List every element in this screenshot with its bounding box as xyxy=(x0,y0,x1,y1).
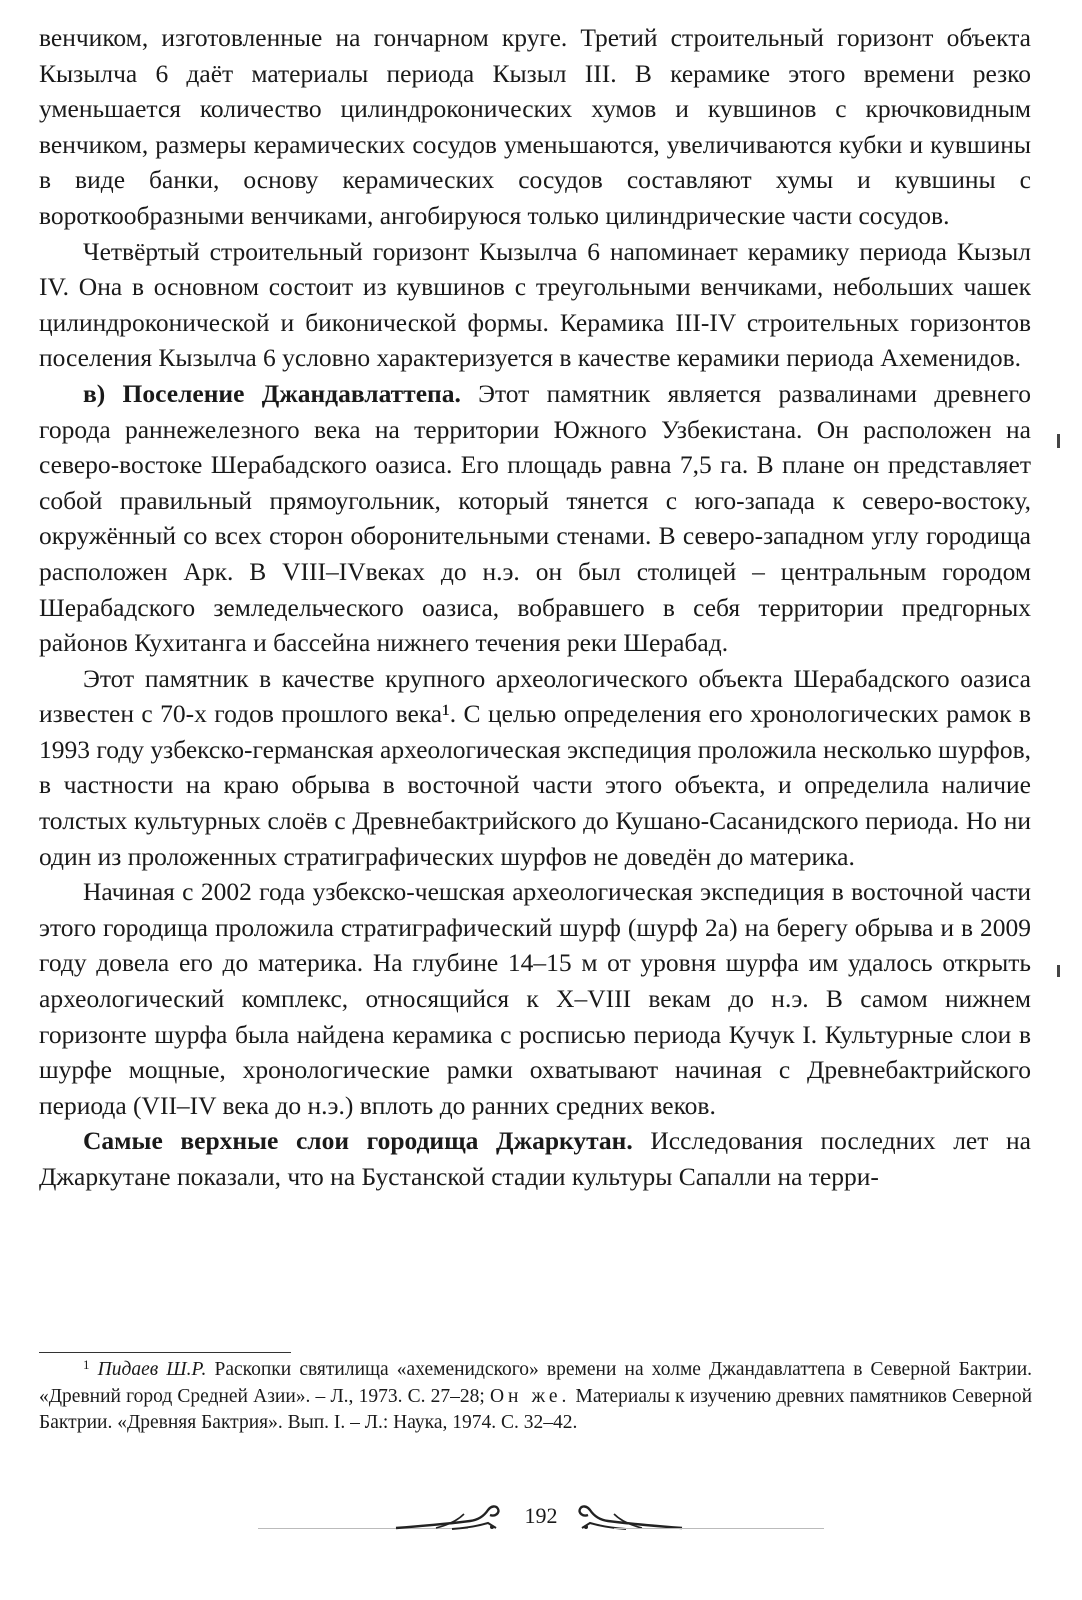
left-ornament-icon xyxy=(392,1501,504,1533)
paragraph-4 xyxy=(39,661,1031,875)
scan-edge-mark xyxy=(1057,965,1060,977)
paragraph-3 xyxy=(39,376,1031,661)
footnote xyxy=(39,1357,1032,1437)
page-number: 192 xyxy=(524,1503,558,1528)
footnote-ibid: Он же. xyxy=(489,1385,571,1407)
paragraph-2 xyxy=(39,234,1031,376)
section-heading-djandavlattepa: в) Поселение Джандавлаттепа. xyxy=(83,378,461,408)
scan-edge-mark xyxy=(1057,434,1060,448)
main-text xyxy=(39,20,1031,1195)
footnote-marker: 1 xyxy=(83,1357,90,1372)
paragraph-text: венчиком, изготовленные на гончарном круге. Третий строительный горизонт объекта Кызылча 6 даёт материалы периода Кызыл III. В керамике этого времени резко уменьшается количество цилиндроконических хумов и кувшинов с крючковидным венчиком, размеры керамических сосудов уменьшаются, увеличиваются кубки и кувшины в виде банки, основу керамических сосудов составляют хумы и кувшины с вороткообразными венчиками, ангобируюся только цилиндрические части сосудов. xyxy=(39,23,1031,230)
section-heading-djarkutan: Самые верхные слои городища Джаркутан. xyxy=(83,1126,633,1156)
paragraph-text: Начиная с 2002 года узбекско-чешская археологическая экспедиция в восточной части этого городища проложила стратиграфический шурф (шурф 2а) на берегу обрыва и в 2009 году довела его до материка. На глубине 14–15 м от уровня шурфа им удалось открыть археологический комплекс, относящийся к X–VIII векам до н.э. В самом нижнем горизонте шурфа была найдена керамика с росписью периода Кучук I. Культурные слои в шурфе мощные, хронологические рамки охватывают начиная с Древнебактрийского периода (VII–IV века до н.э.) вплоть до ранних средних веков. xyxy=(39,877,1031,1120)
paragraph-text: Четвёртый строительный горизонт Кызылча 6 напоминает керамику периода Кызыл IV. Она в основном состоит из кувшинов с треугольными венчиками, небольших чашек цилиндроконической и биконической формы. Керамика III-IV строительных горизонтов поселения Кызылча 6 условно характеризуется в качестве керамики периода Ахеменидов. xyxy=(39,236,1031,373)
page-footer xyxy=(0,1497,1082,1537)
paragraph-text: Исследования последних лет на Джаркутане показали, что на Бустанской стадии культуры Сапалли на терри- xyxy=(39,1126,1031,1191)
paragraph-1 xyxy=(39,20,1031,234)
footnote-author: Пидаев Ш.Р. xyxy=(97,1359,207,1380)
paragraph-text: Этот памятник является развалинами древнего города раннежелезного века на территории Южного Узбекистана. Он расположен на северо-востоке Шерабадского оазиса. Его площадь равна 7,5 га. В плане он представляет собой правильный прямоугольник, который тянется с юго-запада к северо-востоку, окружённый со всех сторон оборонительными стенами. В северо-западном углу городища расположен Арк. В VIII–IVвеках до н.э. он был столицей – центральным городом Шерабадского земледельческого оазиса, вобравшего в себя территории предгорных районов Кухитанга и бассейна нижнего течения реки Шерабад. xyxy=(39,378,1031,658)
footer-rule-right xyxy=(614,1528,824,1529)
paragraph-5 xyxy=(39,874,1031,1123)
paragraph-text: Этот памятник в качестве крупного археологического объекта Шерабадского оазиса известен с 70-х годов прошлого века¹. С целью определения его хронологических рамок в 1993 году узбекско-германская археологическая экспедиция проложила несколько шурфов, в частности на краю обрыва в восточной части этого объекта, и определила наличие толстых культурных слоёв с Древнебактрийского до Кушано-Сасанидского периода. Но ни один из проложенных стратиграфических шурфов не доведён до материка. xyxy=(39,663,1031,871)
footnote-separator xyxy=(39,1352,291,1353)
footnote-text: Раскопки святилища «ахеменидского» времени на холме Джандавлаттепа в Северной Бактрии. «Древний город Средней Азии». – Л., 1973. С. 27–28; xyxy=(39,1359,1033,1407)
footnote-text: Материалы к изучению древних памятников Северной Бактрии. «Древняя Бактрия». Вып. I. – Л.: Наука, 1974. С. 32–42. xyxy=(39,1385,1033,1433)
paragraph-6 xyxy=(39,1123,1031,1194)
